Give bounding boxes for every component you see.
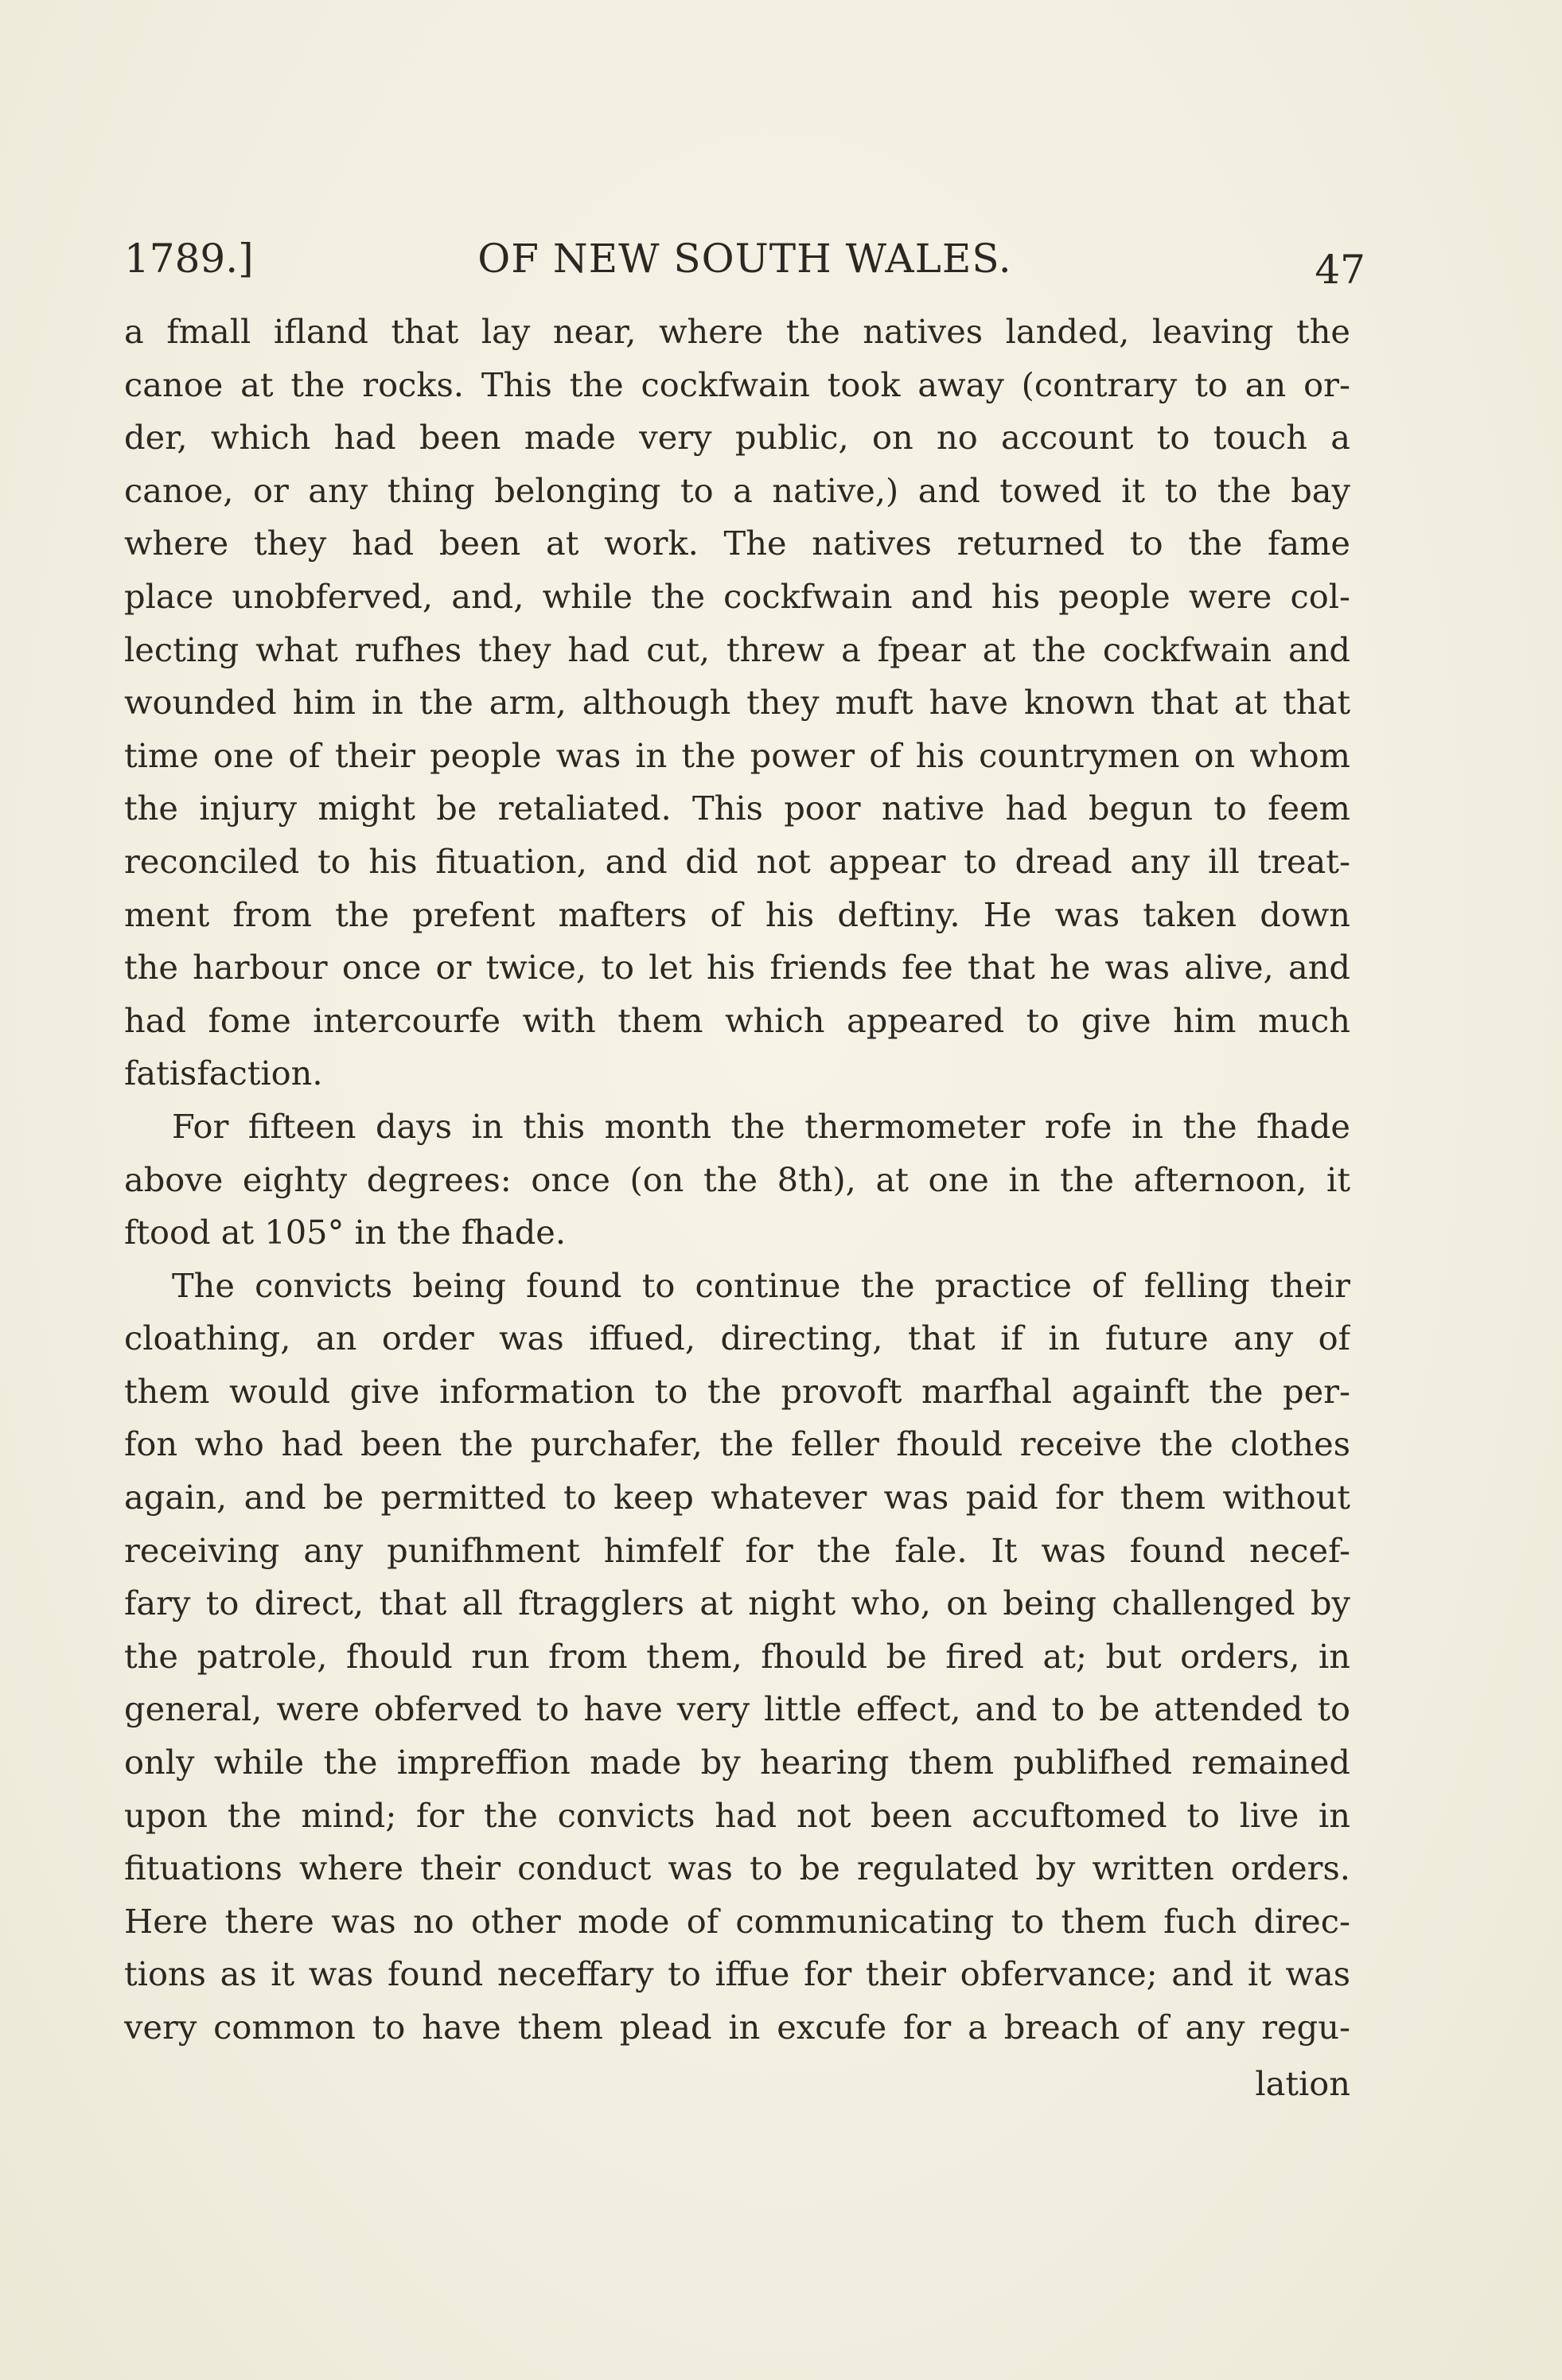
text-line: ftood at 105° in the fhade.	[124, 1213, 567, 1252]
text-line: a fmall ifland that lay near, where the natives landed, leaving the	[124, 312, 1350, 351]
text-line: the harbour once or twice, to let his friends fee that he was alive, and	[124, 948, 1350, 987]
text-line: where they had been at work. The natives returned to the fame	[124, 524, 1350, 563]
body-text	[124, 306, 1350, 2110]
text-line: reconciled to his fituation, and did not appear to dread any ill treat-	[124, 841, 1350, 881]
catchword: lation	[1255, 2063, 1350, 2103]
text-line: canoe, or any thing belonging to a native,) and towed it to the bay	[124, 470, 1350, 510]
text-line: fatisfaction.	[124, 1054, 323, 1093]
text-line: again, and be permitted to keep whatever was paid for them without	[124, 1478, 1350, 1517]
text-line: above eighty degrees: once (on the 8th), at one in the afternoon, it	[124, 1159, 1350, 1199]
text-line: receiving any punifhment himfelf for the fale. It was found necef-	[124, 1530, 1350, 1570]
text-line: canoe at the rocks. This the cockfwain took away (contrary to an or-	[124, 364, 1350, 404]
text-line: ment from the prefent mafters of his deftiny. He was taken down	[124, 894, 1350, 934]
text-line: For fifteen days in this month the thermometer rofe in the fhade	[172, 1106, 1350, 1146]
header-title: OF NEW SOUTH WALES.	[477, 236, 1012, 282]
text-line: fituations where their conduct was to be regulated by written orders.	[124, 1848, 1350, 1888]
text-line: upon the mind; for the convicts had not been accuftomed to live in	[124, 1795, 1350, 1835]
page-number: 47	[1315, 247, 1365, 293]
text-line: lecting what rufhes they had cut, threw a fpear at the cockfwain and	[124, 629, 1350, 669]
text-line: the patrole, fhould run from them, fhould be fired at; but orders, in	[124, 1636, 1350, 1676]
text-line: fary to direct, that all ftragglers at night who, on being challenged by	[124, 1583, 1350, 1623]
text-line: had fome intercourfe with them which appeared to give him much	[124, 1000, 1350, 1040]
text-line: place unobferved, and, while the cockfwain and his people were col-	[124, 576, 1350, 616]
text-line: cloathing, an order was iffued, directing, that if in future any of	[124, 1319, 1350, 1358]
text-line: tions as it was found neceffary to iffue for their obfervance; and it was	[124, 1954, 1350, 1994]
text-line: fon who had been the purchafer, the feller fhould receive the clothes	[124, 1424, 1350, 1464]
text-line: the injury might be retaliated. This poor native had begun to feem	[124, 789, 1350, 828]
text-line: general, were obferved to have very little effect, and to be attended to	[124, 1689, 1350, 1729]
text-line: The convicts being found to continue the practice of felling their	[172, 1265, 1350, 1305]
running-header	[124, 223, 1365, 294]
header-year: 1789.]	[124, 236, 254, 282]
text-line: Here there was no other mode of communicating to them fuch direc-	[124, 1901, 1350, 1941]
text-line: only while the impreffion made by hearing them publifhed remained	[124, 1743, 1350, 1782]
text-line: very common to have them plead in excufe for a breach of any regu-	[124, 2008, 1350, 2047]
text-line: them would give information to the provoft marfhal againft the per-	[124, 1371, 1350, 1411]
text-line: der, which had been made very public, on no account to touch a	[124, 418, 1350, 458]
text-line: wounded him in the arm, although they muft have known that at that	[124, 683, 1350, 723]
text-line: time one of their people was in the power of his countrymen on whom	[124, 735, 1350, 775]
